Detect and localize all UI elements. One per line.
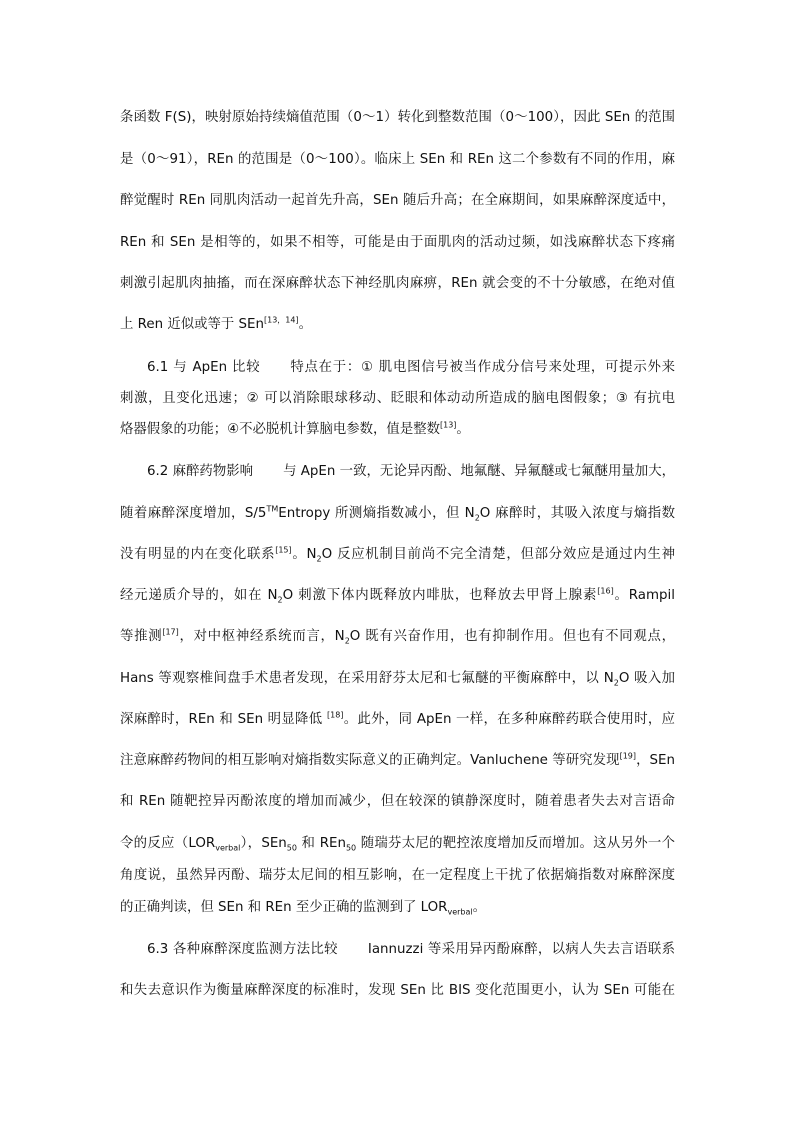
text-run: O 既有兴奋作用，也有抑制作用。但也有不同观点， xyxy=(349,629,675,644)
text-run: 与 ApEn 一致，无论异丙酚、地氟醚、异氟醚或七氟醚用量加大， xyxy=(283,464,675,479)
text-run: 随着麻醉深度增加，S/5 xyxy=(120,506,267,521)
text-run: O 反应机制目前尚不完全清楚，但部分效应是通过内生神 xyxy=(321,547,675,562)
text-run: 随瑞芬太尼的靶控浓度增加反而增加。这从另外一个 xyxy=(356,836,675,851)
citation-superscript: [19] xyxy=(619,751,637,761)
text-run: 。 xyxy=(456,422,470,437)
text-line xyxy=(120,586,675,606)
citation-superscript: [18] xyxy=(327,710,344,720)
section-6-1-heading-line xyxy=(147,358,675,378)
citation-superscript: [15] xyxy=(275,545,292,555)
text-line xyxy=(120,898,675,918)
text-line xyxy=(120,627,675,647)
text-line xyxy=(120,981,675,1001)
text-line xyxy=(120,389,675,409)
subscript: 2 xyxy=(316,554,322,564)
text-run: 醉觉醒时 REn 同肌肉活动一起首先升高，SEn 随后升高；在全麻期间，如果麻醉深度适中， xyxy=(120,193,675,208)
text-line xyxy=(120,834,675,854)
text-run: 深麻醉时，REn 和 SEn 明显降低 xyxy=(120,712,328,727)
text-run: ），SEn xyxy=(240,836,287,851)
text-line xyxy=(120,315,675,335)
text-run: 和 REn 随靶控异丙酚浓度的增加而减少，但在较深的镇静深度时，随着患者失去对言语命 xyxy=(120,794,675,809)
text-run: 刺激引起肌肉抽搐，而在深麻醉状态下神经肌肉麻痹，REn 就会变的不十分敏感，在绝对值 xyxy=(120,276,675,291)
subscript: verbal xyxy=(215,843,241,853)
text-line xyxy=(120,792,675,812)
citation-superscript: [17] xyxy=(162,627,179,637)
text-run: O 吸入加 xyxy=(618,671,676,686)
text-run: Hans 等观察椎间盘手术患者发现，在采用舒芬太尼和七氟醚的平衡麻醉中，以 N xyxy=(120,671,614,686)
text-line xyxy=(120,545,675,565)
text-run: 和失去意识作为衡量麻醉深度的标准时，发现 SEn 比 BIS 变化范围更小，认为 SEn 可能在 xyxy=(120,983,675,998)
text-run: 令的反应（LOR xyxy=(120,836,216,851)
text-run: 上 Ren 近似或等于 SEn xyxy=(120,317,264,332)
text-run: 条函数 F(S)，映射原始持续熵值范围（0～1）转化到整数范围（0～100），因此 SEn 的范围 xyxy=(120,110,675,125)
text-run: 。N xyxy=(291,547,317,562)
text-run: REn 和 SEn 是相等的，如果不相等，可能是由于面肌肉的活动过频，如浅麻醉状态下疼痛 xyxy=(120,235,675,250)
text-run: 等推测 xyxy=(120,629,163,644)
subscript: 2 xyxy=(613,678,619,688)
text-line xyxy=(120,191,675,211)
text-line xyxy=(120,233,675,253)
text-line xyxy=(120,420,675,440)
text-run: 是（0～91），REn 的范围是（0～100）。临床上 SEn 和 REn 这二个参数有不同的作用，麻 xyxy=(120,152,675,167)
text-run: O 麻醉时，其吸入浓度与熵指数 xyxy=(479,506,676,521)
text-line xyxy=(120,274,675,294)
text-run: 的正确判读，但 SEn 和 REn 至少正确的监测到了 LOR xyxy=(120,900,448,915)
text-run: Iannuzzi 等采用异丙酚麻醉，以病人失去言语联系 xyxy=(367,942,675,957)
section-heading: 6.2 麻醉药物影响 xyxy=(147,464,254,479)
text-run: Entropy 所测熵指数减小，但 N xyxy=(278,506,475,521)
citation-superscript: [13] xyxy=(440,420,457,430)
citation-superscript: [13，14] xyxy=(264,315,299,325)
text-line xyxy=(120,751,675,771)
text-run: 。 xyxy=(298,317,312,332)
text-run: 。 xyxy=(472,900,486,915)
citation-superscript: TM xyxy=(266,504,279,514)
text-run: O 刺激下体内既释放内啡肽，也释放去甲肾上腺素 xyxy=(282,588,598,603)
text-run: 。Rampil xyxy=(613,588,675,603)
text-run: 刺激，且变化迅速；② 可以消除眼球移动、眨眼和体动动所造成的脑电图假象；③ 有抗电 xyxy=(120,391,675,406)
text-line xyxy=(120,504,675,524)
text-run: 角度说，虽然异丙酚、瑞芬太尼间的相互影响，在一定程度上干扰了依据熵指数对麻醉深度 xyxy=(120,868,675,883)
text-run: 特点在于：① 肌电图信号被当作成分信号来处理，可提示外来 xyxy=(290,360,675,375)
subscript: 2 xyxy=(344,636,350,646)
section-heading: 6.1 与 ApEn 比较 xyxy=(147,360,261,375)
text-run: 没有明显的内在变化联系 xyxy=(120,547,276,562)
text-line xyxy=(120,710,675,730)
text-line xyxy=(120,108,675,128)
text-run: ，SEn xyxy=(636,753,676,768)
text-line xyxy=(120,150,675,170)
text-run: 。此外，同 ApEn 一样，在多种麻醉药联合使用时，应 xyxy=(343,712,675,727)
text-run: 注意麻醉药物间的相互影响对熵指数实际意义的正确判定。Vanluchene 等研究发现 xyxy=(120,753,620,768)
subscript: 2 xyxy=(474,513,480,523)
section-6-2-heading-line xyxy=(147,462,675,482)
section-6-3-heading-line xyxy=(147,940,675,960)
subscript: 50 xyxy=(286,843,297,853)
text-line xyxy=(120,669,675,689)
text-run: 经元递质介导的，如在 N xyxy=(120,588,278,603)
subscript: 50 xyxy=(345,843,357,853)
text-run: 和 REn xyxy=(296,836,346,851)
citation-superscript: [16] xyxy=(597,586,614,596)
text-run: 烙器假象的功能；④不必脱机计算脑电参数，值是整数 xyxy=(120,422,440,437)
section-heading: 6.3 各种麻醉深度监测方法比较 xyxy=(147,942,338,957)
subscript: 2 xyxy=(277,595,283,605)
text-line xyxy=(120,866,675,886)
text-run: ，对中枢神经系统而言，N xyxy=(178,629,345,644)
subscript: verbal xyxy=(447,907,473,917)
